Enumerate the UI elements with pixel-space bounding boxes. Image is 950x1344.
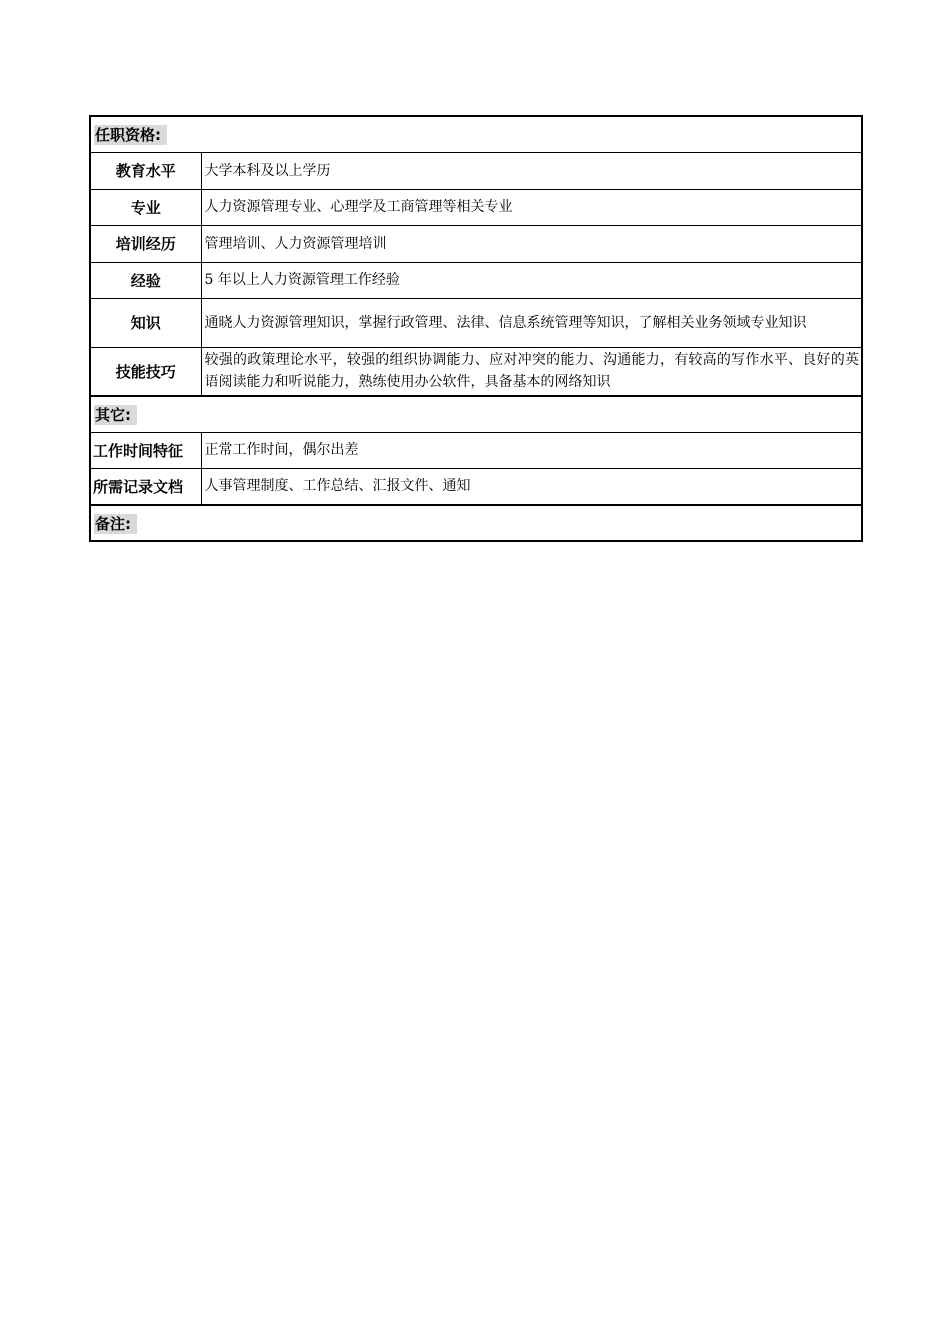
row-label-skills: 技能技巧 [90, 347, 201, 396]
section-title-other: 其它: [94, 405, 137, 425]
table-row [90, 468, 862, 505]
section-title-cell [90, 505, 862, 541]
table-row [90, 262, 862, 298]
row-value-skills: 较强的政策理论水平，较强的组织协调能力、应对冲突的能力、沟通能力，有较高的写作水平、良好的英语阅读能力和听说能力，熟练使用办公软件，具备基本的网络知识 [201, 347, 862, 396]
row-label-work-time: 工作时间特征 [90, 432, 201, 468]
section-title-cell [90, 116, 862, 152]
row-label-training: 培训经历 [90, 225, 201, 262]
section-title-cell [90, 396, 862, 432]
table-row [90, 347, 862, 396]
section-header-qualifications [90, 116, 862, 152]
table-row [90, 225, 862, 262]
section-title-remarks: 备注: [94, 514, 137, 534]
row-value-training: 管理培训、人力资源管理培训 [201, 225, 862, 262]
row-value-major: 人力资源管理专业、心理学及工商管理等相关专业 [201, 189, 862, 225]
section-title-qualifications: 任职资格: [94, 125, 167, 145]
table-row [90, 189, 862, 225]
table-row [90, 298, 862, 347]
row-value-documents: 人事管理制度、工作总结、汇报文件、通知 [201, 468, 862, 505]
row-label-knowledge: 知识 [90, 298, 201, 347]
row-label-major: 专业 [90, 189, 201, 225]
row-label-education: 教育水平 [90, 152, 201, 189]
row-value-knowledge: 通晓人力资源管理知识，掌握行政管理、法律、信息系统管理等知识，了解相关业务领域专业知识 [201, 298, 862, 347]
row-label-documents: 所需记录文档 [90, 468, 201, 505]
row-value-experience: 5 年以上人力资源管理工作经验 [201, 262, 862, 298]
table-row [90, 152, 862, 189]
row-value-education: 大学本科及以上学历 [201, 152, 862, 189]
section-header-other [90, 396, 862, 432]
table-row [90, 432, 862, 468]
row-value-work-time: 正常工作时间，偶尔出差 [201, 432, 862, 468]
section-header-remarks [90, 505, 862, 541]
job-qualification-table [89, 115, 863, 542]
row-label-experience: 经验 [90, 262, 201, 298]
